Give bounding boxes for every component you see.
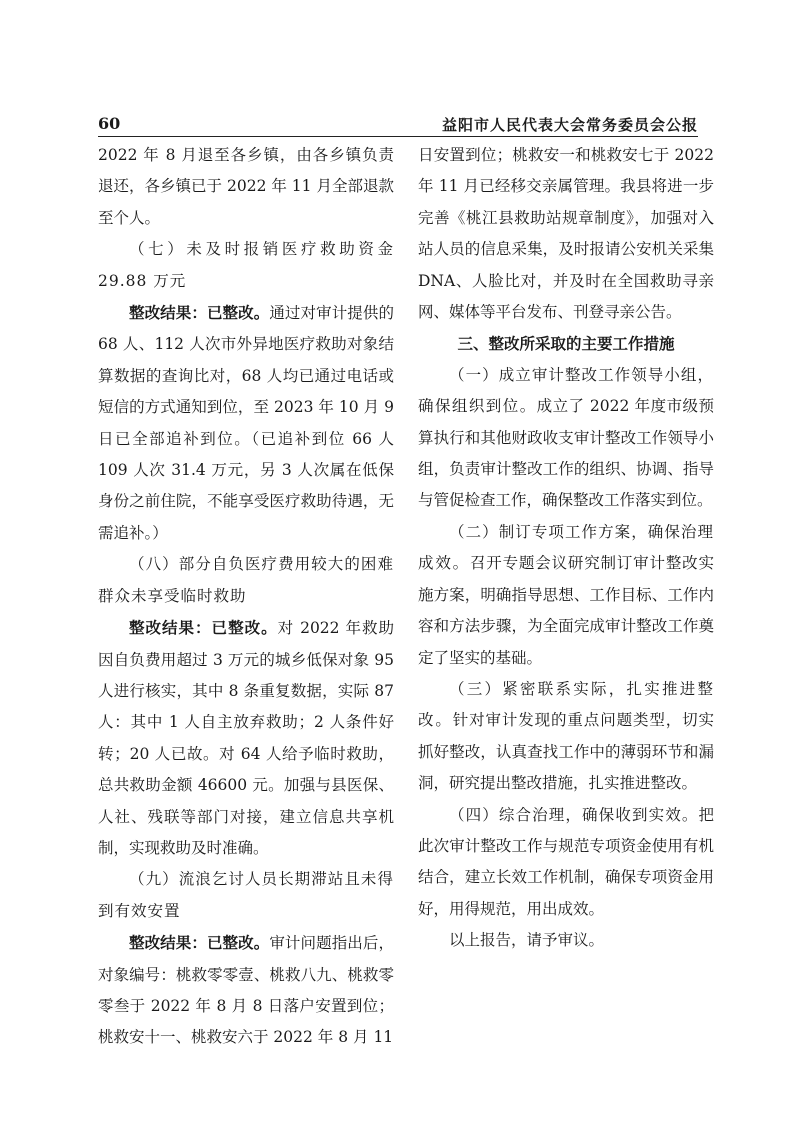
section-heading: 三、整改所采取的主要工作措施 <box>457 334 675 354</box>
paragraph <box>418 674 714 800</box>
paragraph <box>418 360 714 517</box>
rectification-label: 整改结果：已整改。 <box>129 303 270 323</box>
rectification-label: 整改结果：已整改。 <box>129 933 270 953</box>
paragraph-text: 把此次审计整改工作与规范专项资金使用有机结合，建立长效工作机制，确保专项资金用好，用得规范，用出成效。 <box>418 805 714 918</box>
left-column <box>98 140 394 1054</box>
measure-heading: （四）综合治理，确保收到实效。 <box>449 805 699 824</box>
page-header <box>98 112 698 136</box>
subsection-heading: （七）未及时报销医疗救助资金 29.88 万元 <box>98 240 394 290</box>
subsection-heading: （八）部分自负医疗费用较大的困难群众未享受临时救助 <box>98 555 394 605</box>
paragraph <box>418 800 714 926</box>
paragraph-text: 针对审计发现的重点问题类型，切实抓好整改，认真查找工作中的薄弱环节和漏洞，研究提出整改措施，扎实推进整改。 <box>418 711 714 793</box>
right-column <box>418 140 714 957</box>
paragraph-text: 成立了 2022 年度市级预算执行和其他财政收支审计整改工作领导小组，负责审计整改工作的组织、协调、指导与管促检查工作，确保整改工作落实到位。 <box>418 397 714 510</box>
header-rule <box>98 136 698 137</box>
measure-heading: （三）紧密联系实际，扎实推进整改。 <box>418 679 714 730</box>
paragraph <box>418 517 714 674</box>
subsection-heading: （九）流浪乞讨人员长期滞站且未得到有效安置 <box>98 870 394 920</box>
journal-title: 益阳市人民代表大会常务委员会公报 <box>441 116 698 134</box>
measure-heading: （一）成立审计整改工作领导小组，确保组织到位。 <box>418 365 714 416</box>
paragraph-text: 通过对审计提供的 68 人、112 人次市外异地医疗救助对象结算数据的查询比对，68 人均已通过电话或短信的方式通知到位，至 2023 年 10 月 9 日已全部追补到位。（已追补到位 66 人 109 人次 31.4 万元，另 3 人次属在低保身份之前住院，不能享受医疗救助待遇，无需追补。） <box>98 304 394 542</box>
paragraph: 日安置到位；桃救安一和桃救安七于 2022 年 11 月已经移交亲属管理。我县将进一步完善《桃江县救助站规章制度》，加强对入站人员的信息采集，及时报请公安机关采集 DNA、人脸比对，并及时在全国救助寻亲网、媒体等平台发布、刊登寻亲公告。 <box>418 146 714 322</box>
paragraph-text: 审计问题指出后，对象编号：桃救零零壹、桃救八九、桃救零零叁于 2022 年 8 月 8 日落户安置到位；桃救安十一、桃救安六于 2022 年 8 月 11 <box>98 934 394 1047</box>
paragraph <box>98 297 394 549</box>
closing-line: 以上报告，请予审议。 <box>449 931 605 950</box>
paragraph-text: 召开专题会议研究制订审计整改实施方案，明确指导思想、工作目标、工作内容和方法步骤，为全面完成审计整改工作奠定了坚实的基础。 <box>418 554 714 667</box>
paragraph-text: 对 2022 年救助因自负费用超过 3 万元的城乡低保对象 95 人进行核实，其中 8 条重复数据，实际 87 人：其中 1 人自主放弃救助；2 人条件好转；20 人已故。对 64 人给予临时救助，总共救助金额 46600 元。加强与县医保、人社、残联等部门对接，建立信息共享机制，实现救助及时准确。 <box>98 619 394 857</box>
paragraph <box>98 612 394 864</box>
page-number: 60 <box>98 114 121 133</box>
measure-heading: （二）制订专项工作方案，确保治理成效。 <box>418 522 714 573</box>
paragraph <box>98 927 394 1054</box>
rectification-label: 整改结果：已整改。 <box>129 618 278 638</box>
paragraph: 2022 年 8 月退至各乡镇，由各乡镇负责退还，各乡镇已于 2022 年 11 月全部退款至个人。 <box>98 146 394 227</box>
